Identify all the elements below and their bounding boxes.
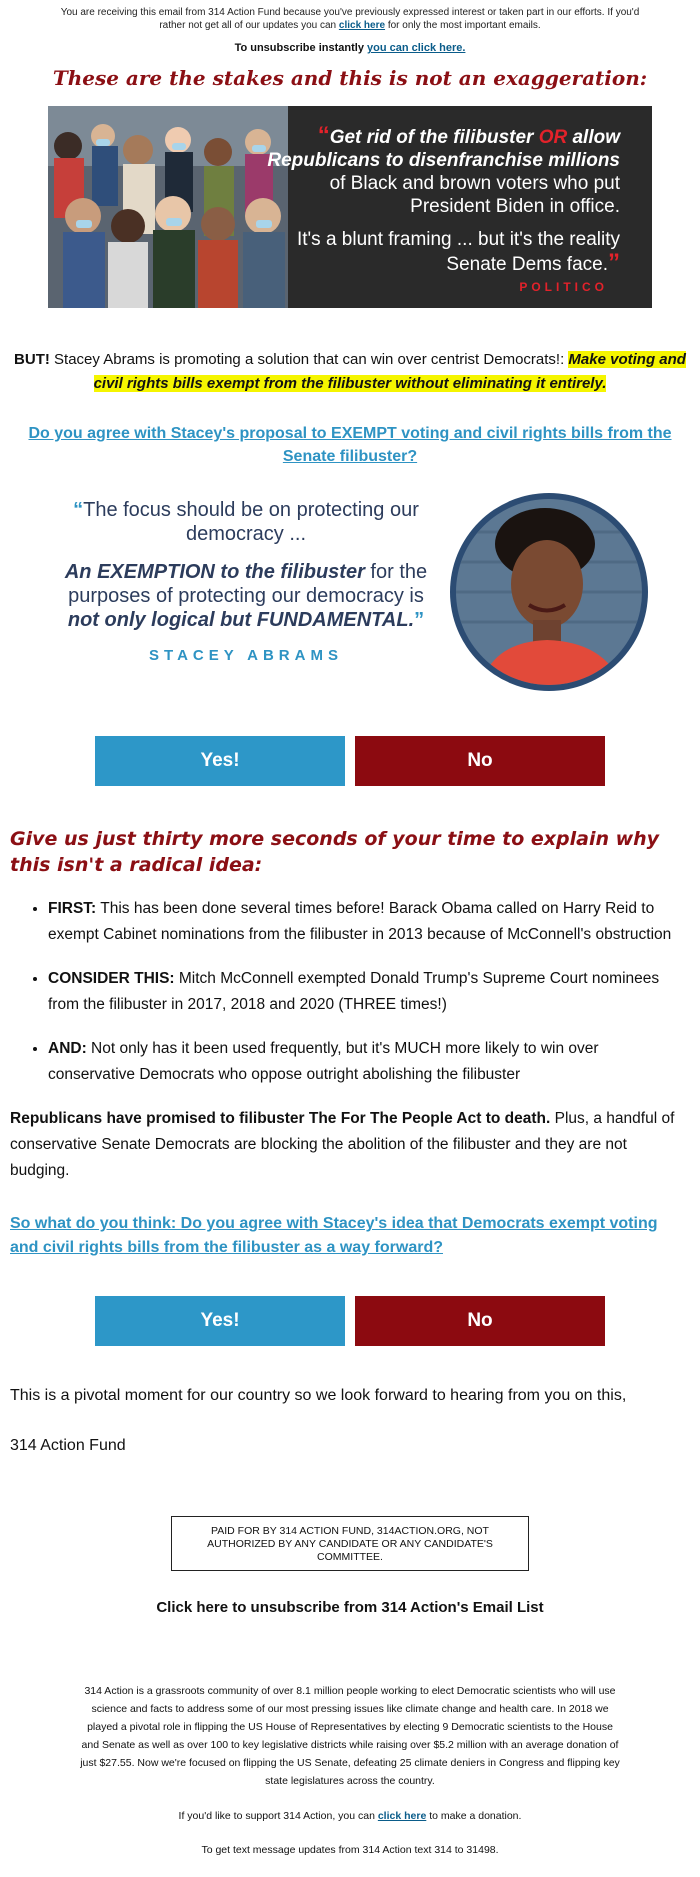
paid-for-disclaimer: PAID FOR BY 314 ACTION FUND, 314ACTION.ORG, NOT AUTHORIZED BY ANY CANDIDATE OR ANY CANDIDATE'S COMMITTEE. [171,1516,529,1571]
yes-button-1[interactable]: Yes! [95,736,345,786]
support-text-b: to make a donation. [426,1810,522,1822]
reason-and-lead: AND: [48,1040,87,1057]
open-quote-mark: “ [317,122,330,149]
no-button-2[interactable]: No [355,1296,605,1346]
unsubscribe-line [0,42,700,54]
preheader-tail: for only the most important emails. [387,20,541,31]
republicans-paragraph [10,1106,690,1184]
yes-button-2[interactable]: Yes! [95,1296,345,1346]
reason-first-lead: FIRST: [48,900,97,917]
preheader-text: You are receiving this email from 314 Action Fund because you've previously expressed interest or taken part in our efforts. If you'd rather not get all of our updates you can [60,7,640,31]
abrams-fundamental: not only logical but FUNDAMENTAL. [67,609,415,631]
support-text-a: If you'd like to support 314 Action, you can [178,1810,378,1822]
abrams-intro [10,348,690,396]
unsubscribe-link[interactable]: you can click here. [367,42,466,54]
question-link-2[interactable]: So what do you think: Do you agree with Stacey's idea that Democrats exempt voting and civil rights bills from the filibuster as a way forward? [10,1215,658,1256]
no-button-1[interactable]: No [355,736,605,786]
reason-consider [48,966,676,1018]
quote-reality: It's a blunt framing ... but it's the reality Senate Dems face. [296,229,620,275]
abrams-quote-line1-text: The focus should be on protecting our democracy ... [83,499,419,545]
reasons-list [0,896,700,1088]
republicans-rest: Plus, a handful of conservative Senate Democrats are blocking the abolition of the filibuster and they are not budging. [10,1110,675,1179]
abrams-quote [56,498,436,668]
footer-unsubscribe-link[interactable]: Click here to unsubscribe from 314 Action's Email List [156,1599,544,1616]
intro-highlight: Make voting and civil rights bills exempt from the filibuster without eliminating it entirely. [93,351,686,392]
abrams-close-quote: ” [414,609,425,631]
republicans-bold: Republicans have promised to filibuster The For The People Act to death. [10,1110,551,1127]
signoff: 314 Action Fund [10,1437,126,1454]
text-updates-line: To get text message updates from 314 Action text 314 to 31498. [201,1844,499,1856]
vote-buttons-1 [0,736,700,786]
quote-or: OR [538,127,568,148]
why-heading: Give us just thirty more seconds of your time to explain why this isn't a radical idea: [10,828,660,876]
reason-first [48,896,676,948]
close-quote-mark: ” [608,249,620,276]
quote-part-two [260,228,620,276]
politico-source: POLITICO [519,280,608,294]
stacey-abrams-portrait [449,492,649,692]
unsubscribe-text: To unsubscribe instantly [234,42,364,54]
vote-buttons-2 [0,1296,700,1346]
reason-consider-text: Mitch McConnell exempted Donald Trump's Supreme Court nominees from the filibuster in 2017, 2018 and 2020 (THREE times!) [48,970,660,1013]
abrams-purpose: for the purposes of protecting our democracy is [68,561,428,607]
abrams-exemption: An EXEMPTION to the filibuster [64,561,365,583]
preheader-click-here-link[interactable]: click here [338,20,386,31]
reason-and [48,1036,676,1088]
abrams-signature: STACEY ABRAMS [149,647,343,664]
abrams-open-quote: “ [73,499,84,521]
support-line [0,1810,700,1822]
reason-consider-lead: CONSIDER THIS: [48,970,175,987]
reason-first-text: This has been done several times before! Barack Obama called on Harry Reid to exempt Cabinet nominations from the filibuster in 2013 because of McConnell's obstruction [48,900,672,943]
abrams-quote-line1 [56,498,436,546]
politico-quote-banner[interactable] [48,106,652,308]
closing-text: This is a pivotal moment for our country so we look forward to hearing from you on this, [10,1387,627,1404]
intro-lead: BUT! [14,351,50,368]
preheader [0,0,700,32]
reason-and-text: Not only has it been used frequently, but it's MUCH more likely to win over conservative Democrats who oppose outright abolishing the filibuster [48,1040,599,1083]
politico-quote [260,124,620,276]
quote-bold-a: Get rid of the filibuster [329,127,539,148]
quote-regular-c: of Black and brown voters who put President Biden in office. [329,173,620,217]
donate-click-here-link[interactable]: click here [377,1810,427,1822]
abrams-quote-block[interactable] [0,492,700,692]
question-link-1[interactable]: Do you agree with Stacey's proposal to EXEMPT voting and civil rights bills from the Senate filibuster? [28,425,672,465]
abrams-quote-line2 [56,560,436,632]
quote-part-one [260,124,620,218]
protest-crowd-photo [48,106,288,308]
intro-body: Stacey Abrams is promoting a solution that can win over centrist Democrats!: [49,351,569,368]
stakes-heading: These are the stakes and this is not an exaggeration: [52,66,648,90]
about-314-action: 314 Action is a grassroots community of over 8.1 million people working to elect Democratic scientists who will use science and facts to address some of our most pressing issues like climate change and health care. In 2018 we played a pivotal role in flipping the US House of Representatives by electing 9 Democratic scientists to the House and Senate as well as over 100 to key legislative districts while raising over $5.2 million with an average donation of just $27.55. Now we're focused on flipping the US Senate, defeating 25 climate deniers in Congress and flipping key state legislatures across the country. [80,1685,620,1787]
quote-bold-b: allow Republicans to disenfranchise millions [267,127,620,171]
